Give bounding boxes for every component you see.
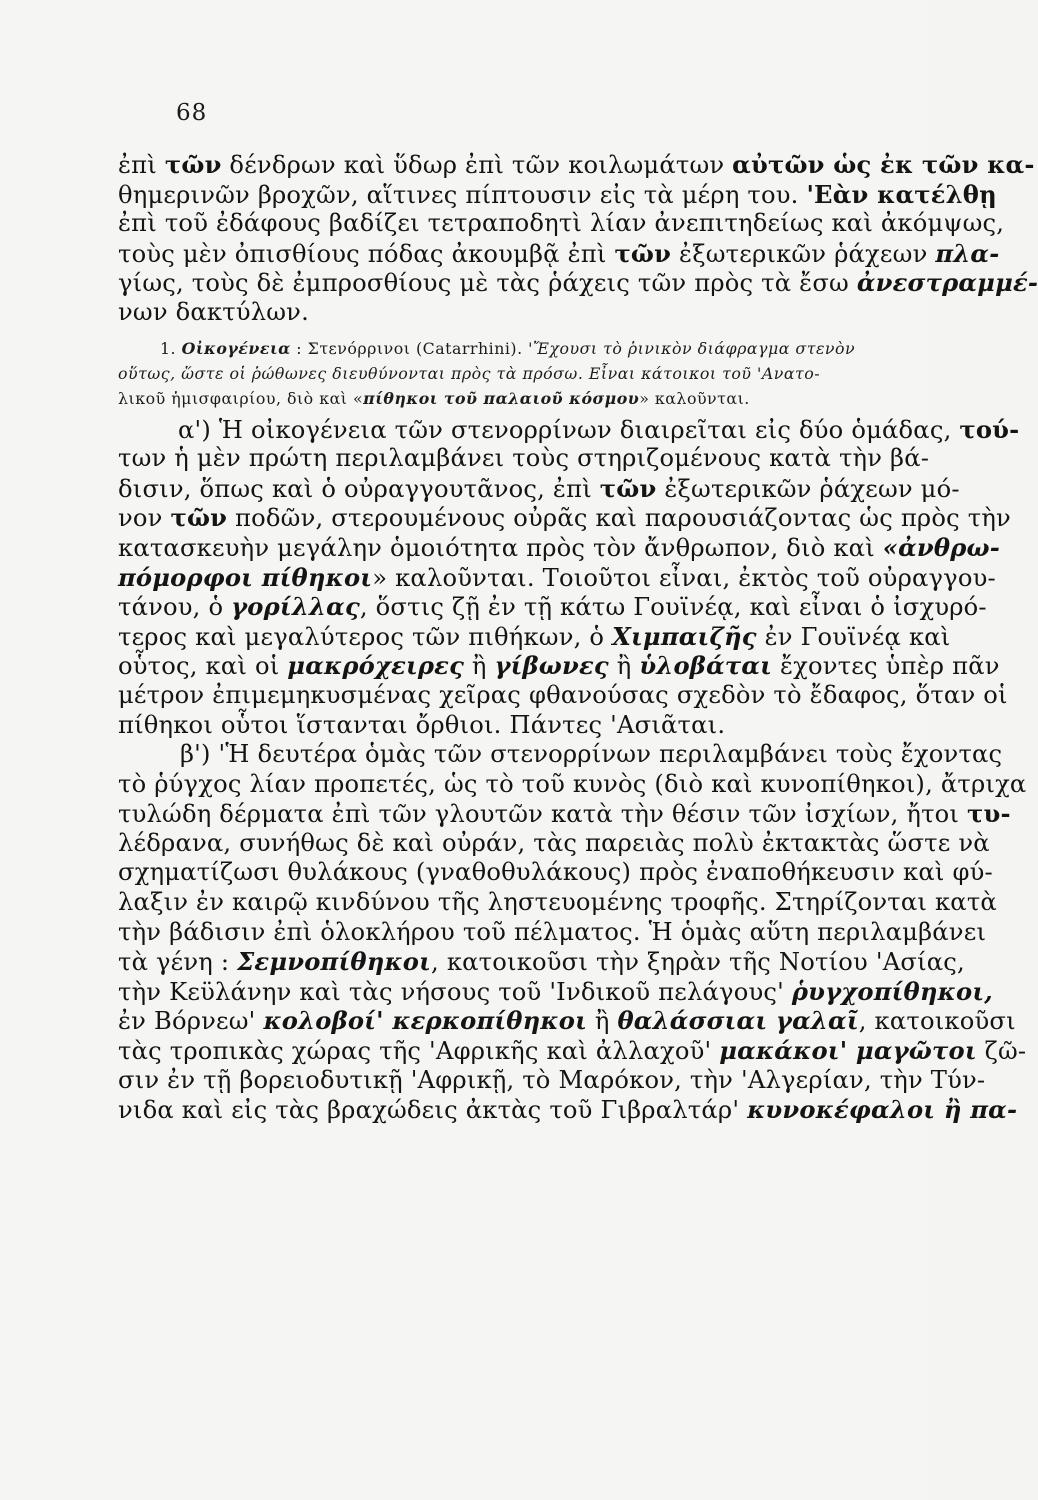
intro-line [118,209,1005,239]
paragraph-alpha-text: ἐν Γουϊνέᾳ καὶ [756,622,951,651]
paragraph-beta-line [118,1065,986,1096]
paragraph-alpha-text: τού- [959,414,1020,444]
paragraph-alpha-text: μέτρον ἐπιμεμηκυσμένας χεῖρας φθανούσας σχεδὸν τὸ ἔδαφος, ὅταν οἱ [118,680,1008,709]
paragraph-beta-text: τὴν βάδισιν ἐπὶ ὁλοκλήρου τοῦ πέλματος. Ἡ ὁμὰς αὕτη περιλαμβάνει [118,917,987,946]
paragraph-beta [118,740,1027,1125]
paragraph-alpha [118,414,1020,741]
intro-line [118,268,1038,298]
paragraph-alpha-line [118,444,928,474]
footnote-text: 'Ἔχουσι τὸ ῥινικὸν διάφραγμα στενὸν [528,338,856,358]
paragraph-alpha-line [118,414,1020,445]
paragraph-beta-line [118,888,997,918]
footnote-text: οὕτως, ὥστε οἱ ῥώθωνες διευθύνονται πρὸς τὰ πρόσω. Εἶναι κάτοικοι τοῦ 'Ανατο- [118,363,821,383]
paragraph-beta-text: σιν ἐν τῇ βορειοδυτικῇ 'Αφρικῇ, τὸ Μαρόκον, τὴν 'Αλγερίαν, τὴν Τύν- [118,1065,986,1094]
paragraph-alpha-text: οὗτος, καὶ οἱ [118,652,288,681]
paragraph-beta-text: , κατοικοῦσι τὴν ξηρὰν τῆς Νοτίου 'Ασίας, [431,948,965,977]
paragraph-beta-text: ἢ [587,1007,618,1036]
paragraph-alpha-line [118,651,1000,681]
footnote [118,336,928,411]
intro-text: ἐπὶ τοῦ ἐδάφους βαδίζει τετραποδητὶ λίαν ἀνεπιτηδείως καὶ ἀκόμψως, [118,209,1005,238]
paragraph-beta-text: ζῶ- [976,1037,1027,1066]
paragraph-alpha-text: Χιμπαιζῆς [612,621,757,651]
paragraph-alpha-text: , ὅστις ζῇ ἐν τῇ κάτω Γουϊνέᾳ, καὶ εἶναι ὁ ἰσχυρό- [359,593,987,622]
paragraph-alpha-line [118,621,951,652]
paragraph-alpha-line [118,711,928,741]
intro-text: δένδρων καὶ ὕδωρ ἐπὶ τῶν κοιλωμάτων [221,151,733,179]
paragraph-alpha-text: ἢ [608,652,640,681]
paragraph-alpha-line [118,473,960,504]
intro-text: τῶν [164,150,222,179]
paragraph-beta-line [118,976,993,1007]
paragraph-alpha-text: «ἀνθρω- [882,532,1000,562]
paragraph-alpha-line [118,532,1000,563]
intro-text: τῶν [614,238,672,268]
paragraph-beta-text: τὸ ῥύγχος λίαν προπετές, ὡς τὸ τοῦ κυνὸς (διὸ καὶ κυνοπίθηκοι), ἄτριχα [118,769,1027,798]
paragraph-beta-text: λέδρανα, συνήθως δὲ καὶ οὐράν, τὰς παρειὰς πολὺ ἐκτακτὰς ὥστε νὰ [118,828,990,857]
footnote-text: πίθηκοι τοῦ παλαιοῦ κόσμου [363,388,640,408]
footnote-text: : Στενόρρινοι (Catarrhini). [290,338,529,358]
intro-text: ἀνεστραμμέ- [856,268,1038,298]
paragraph-alpha-text: ἐξωτερικῶν ῥάχεων μό- [656,474,960,503]
paragraph-beta-text: τυ- [966,799,1011,829]
intro-line [118,238,1000,269]
paragraph-alpha-text: μακρόχειρες [287,651,464,681]
intro-text: ἐξωτερικῶν ῥάχεων [671,239,936,268]
footnote-text: 1. [160,338,182,358]
paragraph-alpha-text: ἢ [464,652,495,681]
footnote-line [118,386,928,411]
paragraph-beta-text: κολοβοί' κερκοπίθηκοι [263,1006,587,1036]
footnote-text: Οἰκογένεια [181,338,291,358]
intro-text: θημερινῶν βροχῶν, αἵτινες πίπτουσιν εἰς τὰ μέρη του. [118,180,807,209]
paragraph-alpha-text: τερος καὶ μεγαλύτερος τῶν πιθήκων, ὁ [118,622,613,651]
paragraph-beta-line [118,769,1027,800]
footnote-text: » καλοῦνται. [639,388,750,408]
paragraph-alpha-text: ποδῶν, στερουμένους οὐρᾶς καὶ παρουσιάζοντας ὡς πρὸς τὴν [227,504,1011,533]
paragraph-alpha-line [118,592,987,622]
intro-line [118,150,1035,180]
paragraph-beta-text: σχηματίζωσι θυλάκους (γναθοθυλάκους) πρὸς ἐναποθήκευσιν καὶ φύ- [118,858,993,887]
footnote-line [118,361,928,386]
page-number: 68 [176,100,208,126]
paragraph-beta-line [118,1095,1018,1125]
paragraph-beta-text: λαξιν ἐν καιρῷ κινδύνου τῆς ληστευομένης τροφῆς. Στηρίζονται κατὰ [118,888,997,917]
paragraph-beta-text: , κατοικοῦσι [858,1007,1016,1036]
paragraph-alpha-text: πίθηκοι οὗτοι ἵστανται ὄρθιοι. Πάντες 'Ασιᾶται. [118,710,726,739]
paragraph-beta-line [118,1036,1027,1066]
paragraph-alpha-text: δισιν, ὅπως καὶ ὁ οὐραγγουτᾶνος, ἐπὶ [118,474,600,503]
paragraph-alpha-text: » καλοῦνται. Τοιοῦτοι εἶναι, ἐκτὸς τοῦ οὐραγγου- [372,563,996,592]
intro-text: νων δακτύλων. [118,297,309,326]
paragraph-beta-line [118,947,965,977]
paragraph-beta-text: νιδα καὶ εἰς τὰς βραχώδεις ἀκτὰς τοῦ Γιβραλτάρ' [118,1096,748,1125]
footnote-line [118,336,928,361]
paragraph-beta-line [118,917,987,948]
paragraph-alpha-text: γορίλλας [231,592,360,622]
paragraph-beta-line [118,828,990,859]
paragraph-beta-line [118,1006,1016,1036]
intro-text: αὐτῶν ὡς ἐκ τῶν κα- [732,150,1035,179]
paragraph-beta-text: τὰς τροπικὰς χώρας τῆς 'Αφρικῆς καὶ ἀλλαχοῦ' [118,1037,720,1066]
paragraph-beta-text: τὰ γένη : [118,948,238,977]
text-body [118,150,1038,1125]
paragraph-beta-text: τυλώδη δέρματα ἐπὶ τῶν γλουτῶν κατὰ τὴν θέσιν τῶν ἰσχίων, ἤτοι [118,800,967,829]
paragraph-alpha-text: γίβωνες [494,651,609,681]
intro-line [118,298,928,328]
paragraph-beta-text: μακάκοι' μαγῶτοι [719,1036,977,1066]
paragraph-alpha-text: πόμορφοι πίθηκοι [118,562,373,592]
intro-text: ἐπὶ [118,151,165,179]
intro-text: γίως, τοὺς δὲ ἐμπροσθίους μὲ τὰς ῥάχεις τῶν πρὸς τὰ ἔσω [118,269,857,298]
paragraph-alpha-line [118,680,1008,711]
paragraph-beta-text: θαλάσσιαι γαλαῖ [617,1006,859,1036]
paragraph-beta-line [118,858,993,888]
paragraph-alpha-text: τῶν [599,473,657,503]
intro-text: πλα- [935,238,1000,268]
paragraph-alpha-text: των ἡ μὲν πρώτη περιλαμβάνει τοὺς στηριζομένους κατὰ τὴν βά- [118,444,930,473]
paragraph-beta-text: ἐν Βόρνεω' [118,1007,264,1036]
paragraph-alpha-line [118,503,1011,533]
paragraph-alpha-text: κατασκευὴν μεγάλην ὁμοιότητα πρὸς τὸν ἄνθρωπον, διὸ καὶ [118,533,883,562]
paragraph-beta-text: β') 'Ἡ δευτέρα ὁμὰς τῶν στενορρίνων περιλαμβάνει τοὺς ἔχοντας [180,740,1003,769]
footnote-text: λικοῦ ἡμισφαιρίου, διὸ καὶ « [118,388,364,408]
paragraph-beta-text: Σεμνοπίθηκοι [237,947,432,977]
paragraph-alpha-text: ὑλοβάται [639,651,773,681]
paragraph-beta-line [118,799,1011,829]
paragraph-alpha-text: τῶν [170,503,228,533]
paragraph-alpha-line [118,562,996,593]
paragraph-alpha-text: νον [118,504,171,533]
paragraph-beta-text: κυνοκέφαλοι ἢ πα- [747,1095,1018,1125]
paragraph-alpha-text: α') Ἡ οἰκογένεια τῶν στενορρίνων διαιρεῖται εἰς δύο ὁμάδας, [178,415,960,444]
paragraph-beta-text: ῥυγχοπίθηκοι, [791,976,993,1006]
paragraph-beta-text: τὴν Κεϋλάνην καὶ τὰς νήσους τοῦ 'Ινδικοῦ πελάγους' [118,977,792,1006]
intro-paragraph [118,150,1038,328]
paragraph-alpha-text: ἔχοντες ὑπὲρ πᾶν [772,652,1000,681]
intro-line [118,179,997,210]
paragraph-alpha-text: τάνου, ὁ [118,593,232,622]
paragraph-beta-line [118,740,1003,770]
intro-text: τοὺς μὲν ὀπισθίους πόδας ἀκουμβᾷ ἐπὶ [118,239,615,268]
intro-text: 'Εὰν κατέλθῃ [806,179,997,209]
